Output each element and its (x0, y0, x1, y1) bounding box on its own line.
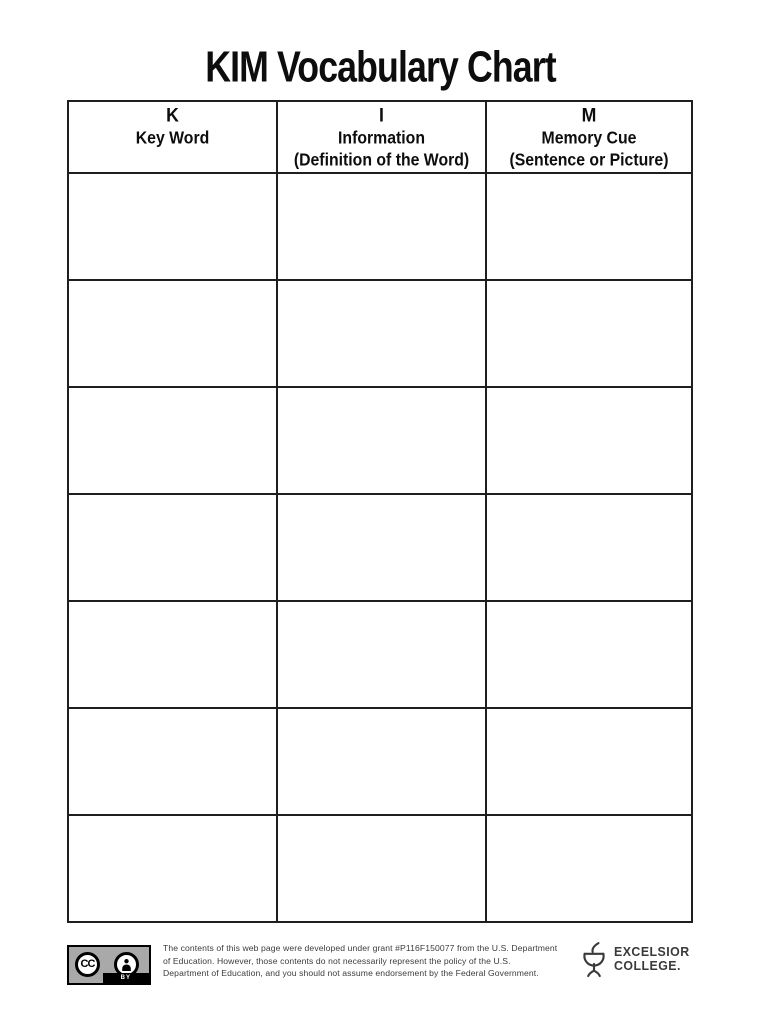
empty-cell (486, 708, 692, 815)
empty-cell (277, 280, 486, 387)
grant-disclaimer (163, 942, 568, 980)
table-row (68, 815, 692, 922)
empty-cell (277, 815, 486, 922)
empty-cell (68, 173, 277, 280)
header-cell-information (277, 101, 486, 173)
empty-cell (68, 387, 277, 494)
page-title: KIM Vocabulary Chart (204, 42, 556, 92)
header-cell-memory-cue (486, 101, 692, 173)
empty-cell (68, 280, 277, 387)
empty-cell (277, 387, 486, 494)
college-name (614, 945, 694, 973)
column-subtitle: (Sentence or Picture) (509, 150, 669, 170)
empty-cell (277, 708, 486, 815)
disclaimer-line: The contents of this web page were developed under grant #P116F150077 from the U.S. Department (163, 943, 558, 953)
kim-vocabulary-table (67, 100, 693, 923)
empty-cell (486, 173, 692, 280)
header-cell-key-word (68, 101, 277, 173)
disclaimer-line: of Education. However, those contents do not necessarily represent the policy of the U.S. (163, 955, 511, 966)
table-header (68, 101, 692, 173)
empty-cell (486, 601, 692, 708)
empty-cell (486, 280, 692, 387)
column-subtitle: (Definition of the Word) (293, 150, 470, 170)
empty-cell (277, 173, 486, 280)
college-name-line1: EXCELSIOR (614, 944, 691, 959)
column-name: Key Word (135, 128, 210, 148)
title-container (67, 42, 693, 92)
column-name: Information (338, 128, 426, 148)
cc-label: CC (80, 958, 95, 970)
table-row (68, 173, 692, 280)
empty-cell (486, 387, 692, 494)
creative-commons-by-badge (67, 945, 151, 985)
empty-cell (486, 494, 692, 601)
table-row (68, 387, 692, 494)
lamp-of-knowledge-icon (578, 941, 610, 979)
empty-cell (68, 494, 277, 601)
header-row (68, 101, 692, 173)
cc-by-strip (103, 973, 149, 983)
column-letter: I (379, 105, 385, 127)
empty-cell (68, 708, 277, 815)
table-row (68, 708, 692, 815)
column-letter: M (581, 105, 597, 127)
table-row (68, 494, 692, 601)
empty-cell (68, 815, 277, 922)
table-row (68, 280, 692, 387)
empty-cell (277, 494, 486, 601)
excelsior-college-logo (578, 941, 694, 979)
table-row (68, 601, 692, 708)
footer (67, 940, 694, 985)
empty-cell (68, 601, 277, 708)
column-name: Memory Cue (541, 128, 637, 148)
table-body (68, 173, 692, 922)
cc-logo-icon (75, 952, 100, 977)
by-label: BY (120, 975, 131, 981)
college-name-line2: COLLEGE. (614, 958, 682, 973)
empty-cell (486, 815, 692, 922)
empty-cell (277, 601, 486, 708)
column-letter: K (166, 105, 179, 127)
disclaimer-line: Department of Education, and you should not assume endorsement by the Federal Government. (163, 968, 539, 978)
